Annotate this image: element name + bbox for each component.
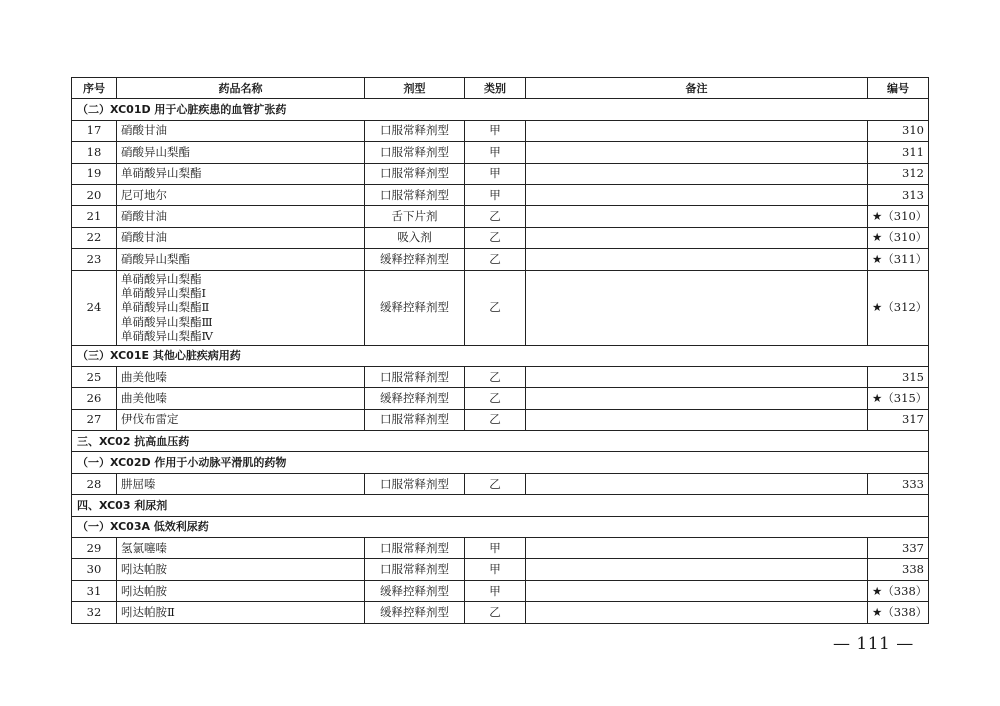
dosage-form: 口服常释剂型 [365, 538, 465, 559]
section-title: 三、XC02 抗高血压药 [72, 431, 929, 452]
dosage-form: 缓释控释剂型 [365, 580, 465, 601]
drug-name: 吲达帕胺 [117, 580, 365, 601]
table-row [72, 388, 929, 409]
drug-category: 乙 [465, 249, 526, 270]
header-name: 药品名称 [117, 78, 365, 99]
drug-code: 317 [868, 409, 929, 430]
drug-note [526, 366, 868, 387]
table-row [72, 602, 929, 623]
header-row [72, 78, 929, 99]
row-no: 21 [72, 206, 117, 227]
dosage-form: 缓释控释剂型 [365, 388, 465, 409]
drug-code: ★（338） [868, 602, 929, 623]
drug-note [526, 580, 868, 601]
drug-category: 乙 [465, 388, 526, 409]
table-row [72, 366, 929, 387]
row-no: 30 [72, 559, 117, 580]
dosage-form: 口服常释剂型 [365, 559, 465, 580]
section-row [72, 345, 929, 366]
dosage-form: 口服常释剂型 [365, 142, 465, 163]
drug-category: 乙 [465, 602, 526, 623]
drug-name: 硝酸异山梨酯 [117, 249, 365, 270]
table-row [72, 142, 929, 163]
row-no: 32 [72, 602, 117, 623]
drug-note [526, 206, 868, 227]
page-number: — 111 — [833, 634, 914, 654]
drug-note [526, 142, 868, 163]
drug-category: 甲 [465, 163, 526, 184]
drug-code: 313 [868, 184, 929, 205]
drug-note [526, 538, 868, 559]
section-title: （一）XC03A 低效利尿药 [72, 516, 929, 537]
drug-category: 甲 [465, 538, 526, 559]
drug-name: 氢氯噻嗪 [117, 538, 365, 559]
drug-name: 单硝酸异山梨酯 [121, 272, 202, 286]
drug-name: 吲达帕胺Ⅱ [117, 602, 365, 623]
drug-code: 315 [868, 366, 929, 387]
drug-code: 333 [868, 473, 929, 494]
drug-code: ★（310） [868, 206, 929, 227]
row-no: 24 [72, 270, 117, 345]
drug-note [526, 388, 868, 409]
drug-category: 乙 [465, 227, 526, 248]
drug-name: 硝酸甘油 [117, 227, 365, 248]
section-row [72, 516, 929, 537]
drug-code: ★（311） [868, 249, 929, 270]
dosage-form: 缓释控释剂型 [365, 602, 465, 623]
drug-catalog-table [71, 77, 929, 624]
drug-name: 单硝酸异山梨酯Ⅱ [121, 300, 210, 315]
drug-note [526, 473, 868, 494]
drug-category: 乙 [465, 366, 526, 387]
drug-note [526, 270, 868, 345]
row-no: 23 [72, 249, 117, 270]
drug-name: 硝酸甘油 [117, 120, 365, 141]
row-no: 27 [72, 409, 117, 430]
drug-name: 单硝酸异山梨酯Ⅲ [121, 314, 213, 329]
drug-note [526, 163, 868, 184]
drug-note [526, 249, 868, 270]
drug-note [526, 227, 868, 248]
header-note: 备注 [526, 78, 868, 99]
drug-name-list [117, 270, 365, 345]
header-code: 编号 [868, 78, 929, 99]
dosage-form: 缓释控释剂型 [365, 270, 465, 345]
row-no: 25 [72, 366, 117, 387]
dosage-form: 口服常释剂型 [365, 163, 465, 184]
table-row [72, 580, 929, 601]
drug-category: 乙 [465, 270, 526, 345]
table-row [72, 538, 929, 559]
drug-name: 硝酸异山梨酯 [117, 142, 365, 163]
drug-name: 尼可地尔 [117, 184, 365, 205]
table-row [72, 206, 929, 227]
table-row [72, 120, 929, 141]
drug-note [526, 120, 868, 141]
table-row [72, 184, 929, 205]
table-row [72, 270, 929, 345]
section-row [72, 99, 929, 120]
dosage-form: 口服常释剂型 [365, 409, 465, 430]
drug-name: 单硝酸异山梨酯 [117, 163, 365, 184]
section-title: （二）XC01D 用于心脏疾患的血管扩张药 [72, 99, 929, 120]
row-no: 29 [72, 538, 117, 559]
header-no: 序号 [72, 78, 117, 99]
drug-category: 乙 [465, 409, 526, 430]
drug-code: 311 [868, 142, 929, 163]
drug-name: 曲美他嗪 [117, 366, 365, 387]
row-no: 22 [72, 227, 117, 248]
drug-category: 甲 [465, 184, 526, 205]
drug-name: 单硝酸异山梨酯Ⅰ [121, 286, 207, 301]
drug-category: 乙 [465, 206, 526, 227]
row-no: 31 [72, 580, 117, 601]
dosage-form: 口服常释剂型 [365, 184, 465, 205]
dosage-form: 口服常释剂型 [365, 120, 465, 141]
table-row [72, 249, 929, 270]
drug-note [526, 409, 868, 430]
drug-code: ★（312） [868, 270, 929, 345]
table-row [72, 559, 929, 580]
header-form: 剂型 [365, 78, 465, 99]
drug-code: 338 [868, 559, 929, 580]
section-title: 四、XC03 利尿剂 [72, 495, 929, 516]
row-no: 19 [72, 163, 117, 184]
drug-note [526, 184, 868, 205]
drug-name: 吲达帕胺 [117, 559, 365, 580]
drug-code: 312 [868, 163, 929, 184]
row-no: 18 [72, 142, 117, 163]
drug-name: 单硝酸异山梨酯Ⅳ [121, 328, 213, 343]
section-title: （一）XC02D 作用于小动脉平滑肌的药物 [72, 452, 929, 473]
header-category: 类别 [465, 78, 526, 99]
dosage-form: 舌下片剂 [365, 206, 465, 227]
drug-code: 337 [868, 538, 929, 559]
row-no: 20 [72, 184, 117, 205]
section-row [72, 452, 929, 473]
section-row [72, 495, 929, 516]
drug-name: 伊伐布雷定 [117, 409, 365, 430]
drug-code: ★（310） [868, 227, 929, 248]
drug-name: 硝酸甘油 [117, 206, 365, 227]
drug-code: ★（338） [868, 580, 929, 601]
table-row [72, 163, 929, 184]
drug-category: 甲 [465, 559, 526, 580]
drug-category: 甲 [465, 580, 526, 601]
dosage-form: 缓释控释剂型 [365, 249, 465, 270]
drug-code: ★（315） [868, 388, 929, 409]
drug-note [526, 602, 868, 623]
dosage-form: 口服常释剂型 [365, 366, 465, 387]
section-title: （三）XC01E 其他心脏疾病用药 [72, 345, 929, 366]
drug-category: 乙 [465, 473, 526, 494]
drug-name: 肼屈嗪 [117, 473, 365, 494]
drug-note [526, 559, 868, 580]
drug-category: 甲 [465, 120, 526, 141]
dosage-form: 口服常释剂型 [365, 473, 465, 494]
drug-category: 甲 [465, 142, 526, 163]
table-row [72, 409, 929, 430]
row-no: 28 [72, 473, 117, 494]
dosage-form: 吸入剂 [365, 227, 465, 248]
row-no: 26 [72, 388, 117, 409]
drug-name: 曲美他嗪 [117, 388, 365, 409]
row-no: 17 [72, 120, 117, 141]
table-row [72, 473, 929, 494]
table-row [72, 227, 929, 248]
drug-code: 310 [868, 120, 929, 141]
section-row [72, 431, 929, 452]
